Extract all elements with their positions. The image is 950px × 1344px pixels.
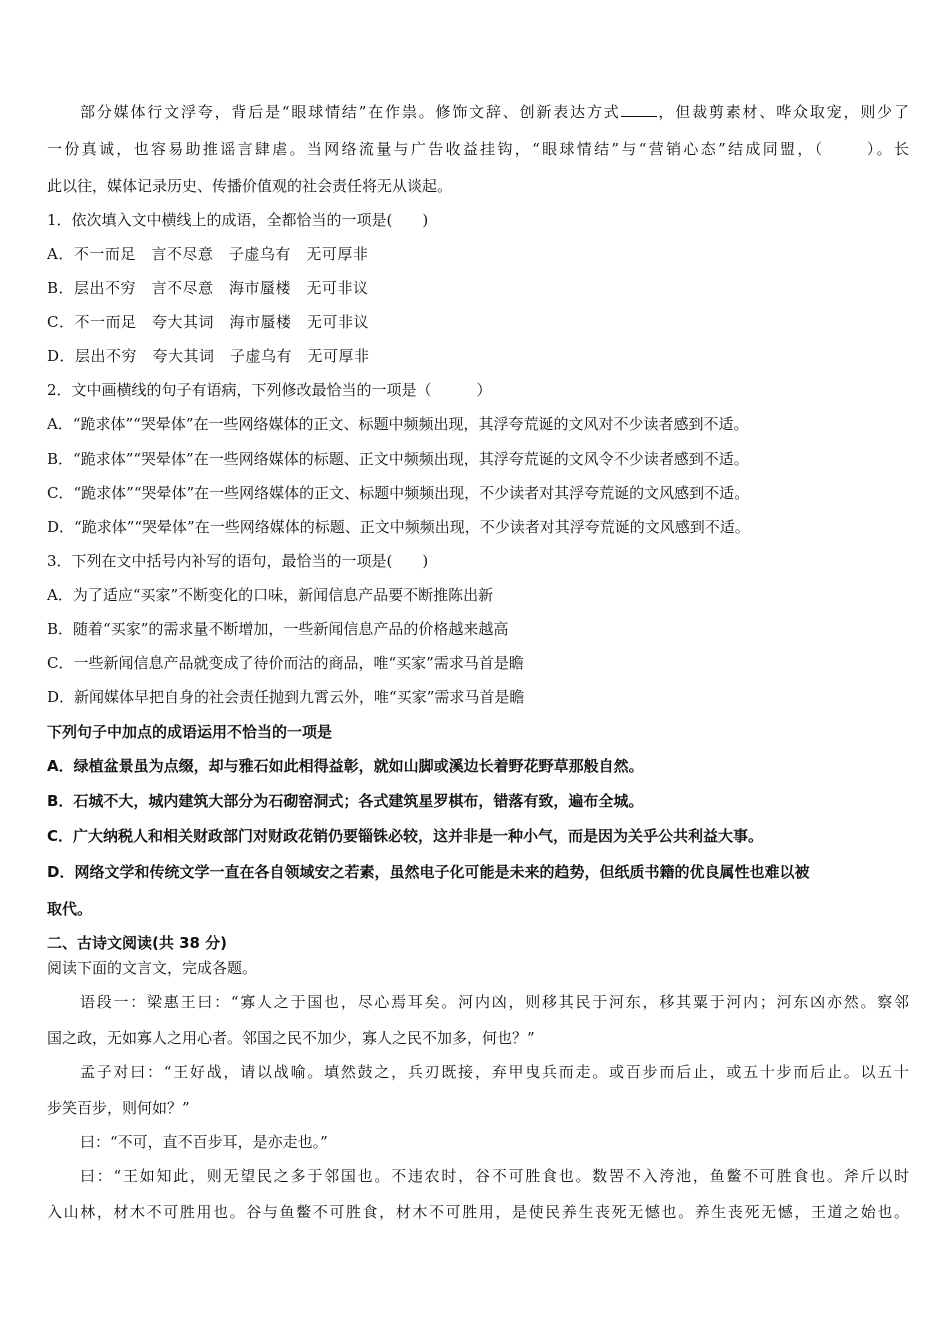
question-1-stem: 1．依次填入文中横线上的成语，全都恰当的一项是( ): [47, 211, 429, 229]
q3-option-c: C．一些新闻信息产品就变成了待价而沽的商品，唯“买家”需求马首是瞻: [47, 654, 524, 672]
passage-line-3: 此以往，媒体记录历史、传播价值观的社会责任将无从谈起。: [47, 177, 453, 195]
q4-option-b: B．石城不大，城内建筑大部分为石砌窑洞式；各式建筑星罗棋布，错落有致，遍布全城。: [47, 792, 644, 810]
q2-option-c: C．“跪求体”“哭晕体”在一些网络媒体的正文、标题中频频出现，不少读者对其浮夸荒诞的文风感到不适。: [47, 484, 750, 502]
fill-blank: [621, 102, 657, 117]
q3-option-a: A．为了适应“买家”不断变化的口味，新闻信息产品要不断推陈出新: [47, 586, 494, 604]
classical-p1-line-2: 国之政，无如寡人之用心者。邻国之民不加少，寡人之民不加多，何也？”: [47, 1029, 535, 1047]
q2-option-d: D．“跪求体”“哭晕体”在一些网络媒体的标题、正文中频频出现，不少读者对其浮夸荒诞的文风感到不适。: [47, 518, 750, 536]
question-4-stem: 下列句子中加点的成语运用不恰当的一项是: [47, 723, 333, 741]
passage-text: 部分媒体行文浮夸，背后是“眼球情结”在作祟。修饰文辞、创新表达方式: [80, 103, 621, 121]
classical-p3: 曰：“不可，直不百步耳，是亦走也。”: [80, 1133, 328, 1151]
classical-p4-line-2: 入山林，材木不可胜用也。谷与鱼鳖不可胜食，材木不可胜用，是使民养生丧死无憾也。养生丧死无憾，王道之始也。: [47, 1203, 909, 1221]
q1-option-d: D．层出不穷 夸大其词 子虚乌有 无可厚非: [47, 347, 370, 365]
q4-option-a: A．绿植盆景虽为点缀，却与雅石如此相得益彰，就如山脚或溪边长着野花野草那般自然。: [47, 757, 644, 775]
q4-option-d-line-1: D．网络文学和传统文学一直在各自领域安之若素，虽然电子化可能是未来的趋势，但纸质书籍的优良属性也难以被: [47, 863, 810, 881]
passage-line-1: [80, 102, 909, 122]
q4-option-c: C．广大纳税人和相关财政部门对财政花销仍要锱铢必较，这并非是一种小气，而是因为关乎公共利益大事。: [47, 827, 764, 845]
passage-line-2: [47, 139, 909, 159]
q1-option-b: B．层出不穷 言不尽意 海市蜃楼 无可非议: [47, 279, 369, 297]
passage-text: 一份真诚，也容易助推谣言肆虐。当网络流量与广告收益挂钩，“眼球情结”与“营销心态”结成同盟，（: [47, 140, 825, 158]
classical-p2-line-1: 孟子对曰：“王好战，请以战喻。填然鼓之，兵刃既接，弃甲曳兵而走。或百步而后止，或五十步而后止。以五十: [80, 1063, 909, 1081]
q2-option-a: A．“跪求体”“哭晕体”在一些网络媒体的正文、标题中频频出现，其浮夸荒诞的文风对不少读者感到不适。: [47, 415, 749, 433]
q3-option-b: B．随着“买家”的需求量不断增加，一些新闻信息产品的价格越来越高: [47, 620, 509, 638]
section-2-title: 二、古诗文阅读(共 38 分): [47, 934, 228, 952]
classical-p4-line-1: 曰：“王如知此，则无望民之多于邻国也。不违农时，谷不可胜食也。数罟不入洿池，鱼鳖不可胜食也。斧斤以时: [80, 1167, 909, 1185]
q4-option-d-line-2: 取代。: [47, 900, 93, 918]
q3-option-d: D．新闻媒体早把自身的社会责任抛到九霄云外，唯“买家”需求马首是瞻: [47, 688, 525, 706]
question-3-stem: 3．下列在文中括号内补写的语句，最恰当的一项是( ): [47, 552, 429, 570]
classical-p1-line-1: 语段一：梁惠王曰：“寡人之于国也，尽心焉耳矣。河内凶，则移其民于河东，移其粟于河内；河东凶亦然。察邻: [80, 993, 909, 1011]
passage-text: ，但裁剪素材、哗众取宠，则少了: [656, 103, 909, 121]
question-2-stem: 2．文中画横线的句子有语病，下列修改最恰当的一项是（ ）: [47, 381, 492, 399]
section-2-instruction: 阅读下面的文言文，完成各题。: [47, 959, 258, 977]
q1-option-a: A．不一而足 言不尽意 子虚乌有 无可厚非: [47, 245, 369, 263]
passage-text: ）。长: [864, 140, 909, 158]
classical-p2-line-2: 步笑百步，则何如？”: [47, 1099, 190, 1117]
q2-option-b: B．“跪求体”“哭晕体”在一些网络媒体的标题、正文中频频出现，其浮夸荒诞的文风令不少读者感到不适。: [47, 450, 749, 468]
q1-option-c: C．不一而足 夸大其词 海市蜃楼 无可非议: [47, 313, 369, 331]
